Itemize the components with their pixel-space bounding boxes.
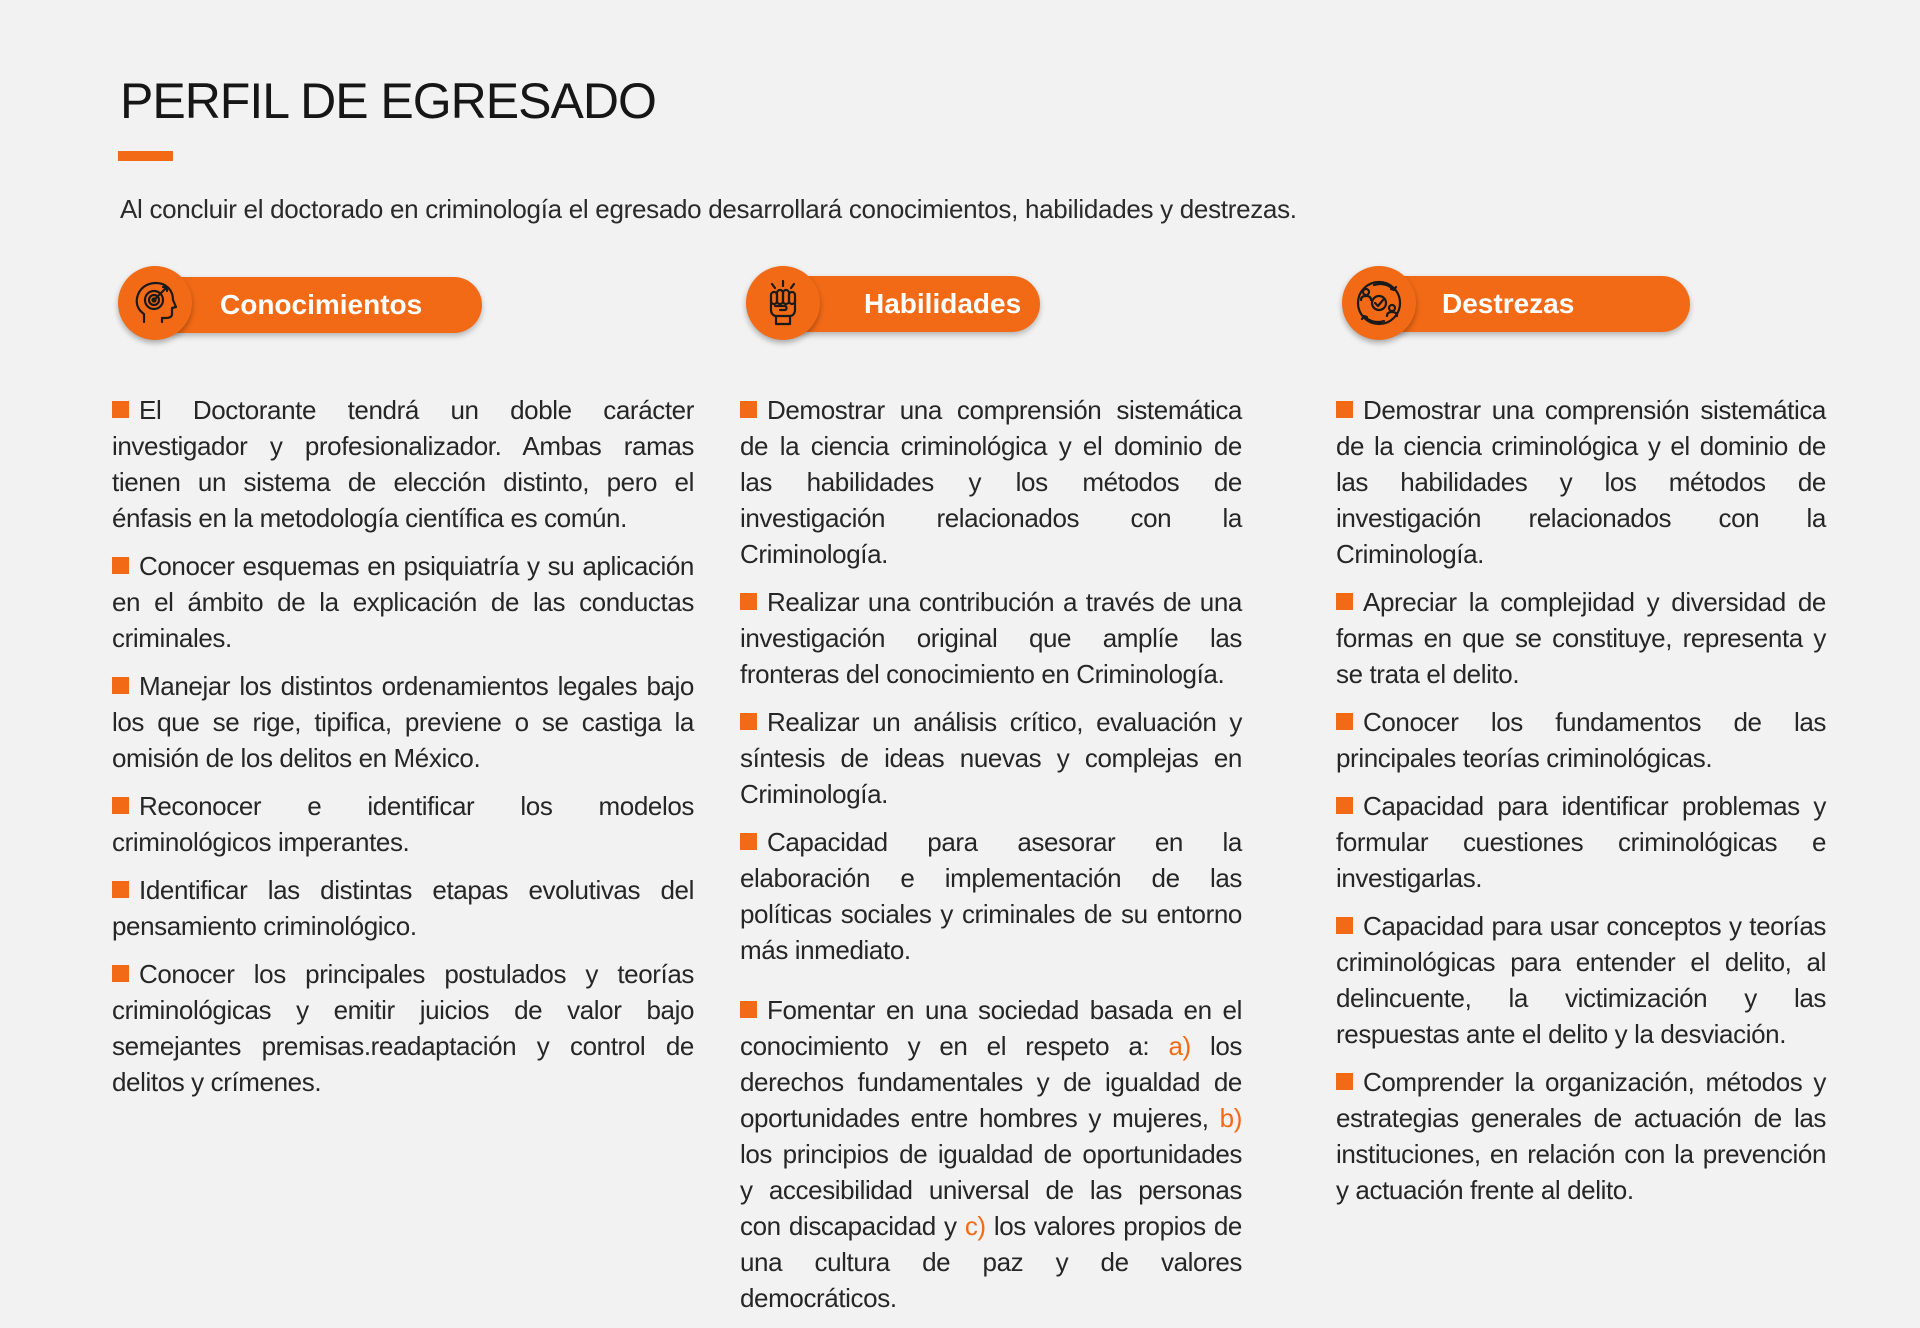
column-destrezas bbox=[1336, 262, 1826, 1220]
bullet-square bbox=[112, 677, 129, 694]
raised-fist-icon bbox=[746, 266, 820, 340]
bullet-square bbox=[112, 881, 129, 898]
section-header bbox=[1336, 262, 1826, 342]
column-habilidades bbox=[740, 262, 1242, 1328]
label-a: a) bbox=[1168, 1031, 1191, 1061]
bullet-square bbox=[740, 713, 757, 730]
list-item: Conocer los principales postulados y teorías criminológicas y emitir juicios de valor bajo semejantes premisas.readaptación y control de delitos y crímenes. bbox=[112, 959, 694, 1097]
intro-text: Al concluir el doctorado en criminología el egresado desarrollará conocimientos, habilidades y destrezas. bbox=[120, 194, 1297, 224]
list-item: Realizar una contribución a través de una investigación original que amplíe las fronteras del conocimiento en Criminología. bbox=[740, 587, 1242, 689]
bullet-square bbox=[740, 1001, 757, 1018]
list-item: Demostrar una comprensión sistemática de la ciencia criminológica y el dominio de las habilidades y los métodos de investigación relacionados con la Criminología. bbox=[1336, 395, 1826, 569]
bullet-square bbox=[1336, 593, 1353, 610]
list-item: Capacidad para usar conceptos y teorías criminológicas para entender el delito, al delincuente, la victimización y las respuestas ante el delito y la desviación. bbox=[1336, 911, 1826, 1049]
bullet-square bbox=[740, 593, 757, 610]
bullet-square bbox=[1336, 917, 1353, 934]
list-item: El Doctorante tendrá un doble carácter investigador y profesionalizador. Ambas ramas tienen un sistema de elección distinto, pero el énfasis en la metodología científica es común. bbox=[112, 395, 694, 533]
list-item: Capacidad para identificar problemas y formular cuestiones criminológicas e investigarlas. bbox=[1336, 791, 1826, 893]
bullet-square bbox=[112, 797, 129, 814]
section-header bbox=[112, 262, 694, 342]
label-b: b) bbox=[1219, 1103, 1242, 1133]
list-item: Comprender la organización, métodos y estrategias generales de actuación de las instituciones, en relación con la prevención y actuación frente al delito. bbox=[1336, 1067, 1826, 1205]
bullet-square bbox=[740, 833, 757, 850]
bullet-square bbox=[740, 401, 757, 418]
section-heading: Habilidades bbox=[780, 276, 1040, 332]
list-item: Manejar los distintos ordenamientos legales bajo los que se rige, tipifica, previene o se castiga la omisión de los delitos en México. bbox=[112, 671, 694, 773]
list-item: Fomentar en una sociedad basada en el conocimiento y en el respeto a: a) los derechos fundamentales y de igualdad de oportunidades entre hombres y mujeres, b) los principios de igualdad de oportunidades y accesibilidad universal de las personas con discapacidad y c) los valores propios de una cultura de paz y de valores democráticos. bbox=[740, 995, 1242, 1313]
bullet-square bbox=[1336, 1073, 1353, 1090]
section-heading: Destrezas bbox=[1376, 276, 1690, 332]
list-item: Identificar las distintas etapas evolutivas del pensamiento criminológico. bbox=[112, 875, 694, 941]
bullet-square bbox=[112, 401, 129, 418]
label-c: c) bbox=[964, 1211, 986, 1241]
people-cycle-icon bbox=[1342, 266, 1416, 340]
list-item: Realizar un análisis crítico, evaluación y síntesis de ideas nuevas y complejas en Criminología. bbox=[740, 707, 1242, 809]
list-item: Apreciar la complejidad y diversidad de formas en que se constituye, representa y se trata el delito. bbox=[1336, 587, 1826, 689]
section-heading: Conocimientos bbox=[152, 277, 482, 333]
item-list bbox=[1336, 392, 1826, 1208]
list-item: Conocer los fundamentos de las principales teorías criminológicas. bbox=[1336, 707, 1826, 773]
list-item: Conocer esquemas en psiquiatría y su aplicación en el ámbito de la explicación de las conductas criminales. bbox=[112, 551, 694, 653]
column-conocimientos bbox=[112, 262, 694, 1112]
list-item: Demostrar una comprensión sistemática de la ciencia criminológica y el dominio de las habilidades y los métodos de investigación relacionados con la Criminología. bbox=[740, 395, 1242, 569]
item-list bbox=[112, 392, 694, 1100]
head-target-icon bbox=[118, 266, 192, 340]
bullet-square bbox=[112, 965, 129, 982]
section-header bbox=[740, 262, 1242, 342]
bullet-square bbox=[112, 557, 129, 574]
page-title: PERFIL DE EGRESADO bbox=[120, 73, 656, 129]
title-underline bbox=[118, 151, 173, 161]
item-list bbox=[740, 392, 1242, 1316]
bullet-square bbox=[1336, 797, 1353, 814]
list-item: Reconocer e identificar los modelos criminológicos imperantes. bbox=[112, 791, 694, 857]
bullet-square bbox=[1336, 401, 1353, 418]
list-item: Capacidad para asesorar en la elaboración e implementación de las políticas sociales y criminales de su entorno más inmediato. bbox=[740, 827, 1242, 965]
bullet-square bbox=[1336, 713, 1353, 730]
